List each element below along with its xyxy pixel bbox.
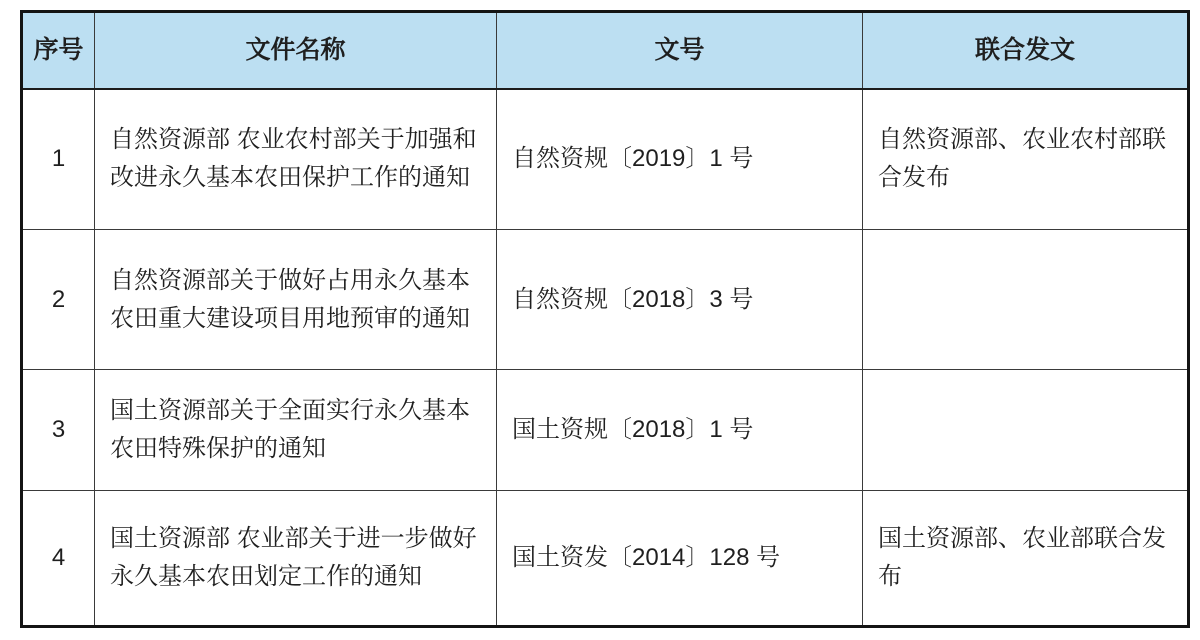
cell-joint-issue — [863, 230, 1189, 370]
header-cell-index: 序号 — [22, 12, 95, 89]
cell-doc-name: 国土资源部 农业部关于进一步做好永久基本农田划定工作的通知 — [95, 491, 497, 627]
header-cell-doc-name: 文件名称 — [95, 12, 497, 89]
documents-table — [20, 10, 1190, 628]
cell-doc-number: 国土资发〔2014〕128 号 — [497, 491, 863, 627]
table-row — [22, 491, 1189, 627]
cell-doc-number: 自然资规〔2019〕1 号 — [497, 89, 863, 230]
table-header-row — [22, 12, 1189, 89]
header-cell-doc-number: 文号 — [497, 12, 863, 89]
cell-index: 2 — [22, 230, 95, 370]
cell-index: 3 — [22, 370, 95, 491]
header-cell-joint-issue: 联合发文 — [863, 12, 1189, 89]
cell-doc-name: 自然资源部 农业农村部关于加强和改进永久基本农田保护工作的通知 — [95, 89, 497, 230]
cell-index: 1 — [22, 89, 95, 230]
cell-doc-name: 自然资源部关于做好占用永久基本农田重大建设项目用地预审的通知 — [95, 230, 497, 370]
cell-joint-issue: 国土资源部、农业部联合发布 — [863, 491, 1189, 627]
cell-doc-number: 国土资规〔2018〕1 号 — [497, 370, 863, 491]
table-row — [22, 370, 1189, 491]
cell-index: 4 — [22, 491, 95, 627]
table-row — [22, 230, 1189, 370]
cell-joint-issue: 自然资源部、农业农村部联合发布 — [863, 89, 1189, 230]
cell-joint-issue — [863, 370, 1189, 491]
cell-doc-number: 自然资规〔2018〕3 号 — [497, 230, 863, 370]
cell-doc-name: 国土资源部关于全面实行永久基本农田特殊保护的通知 — [95, 370, 497, 491]
table-row — [22, 89, 1189, 230]
